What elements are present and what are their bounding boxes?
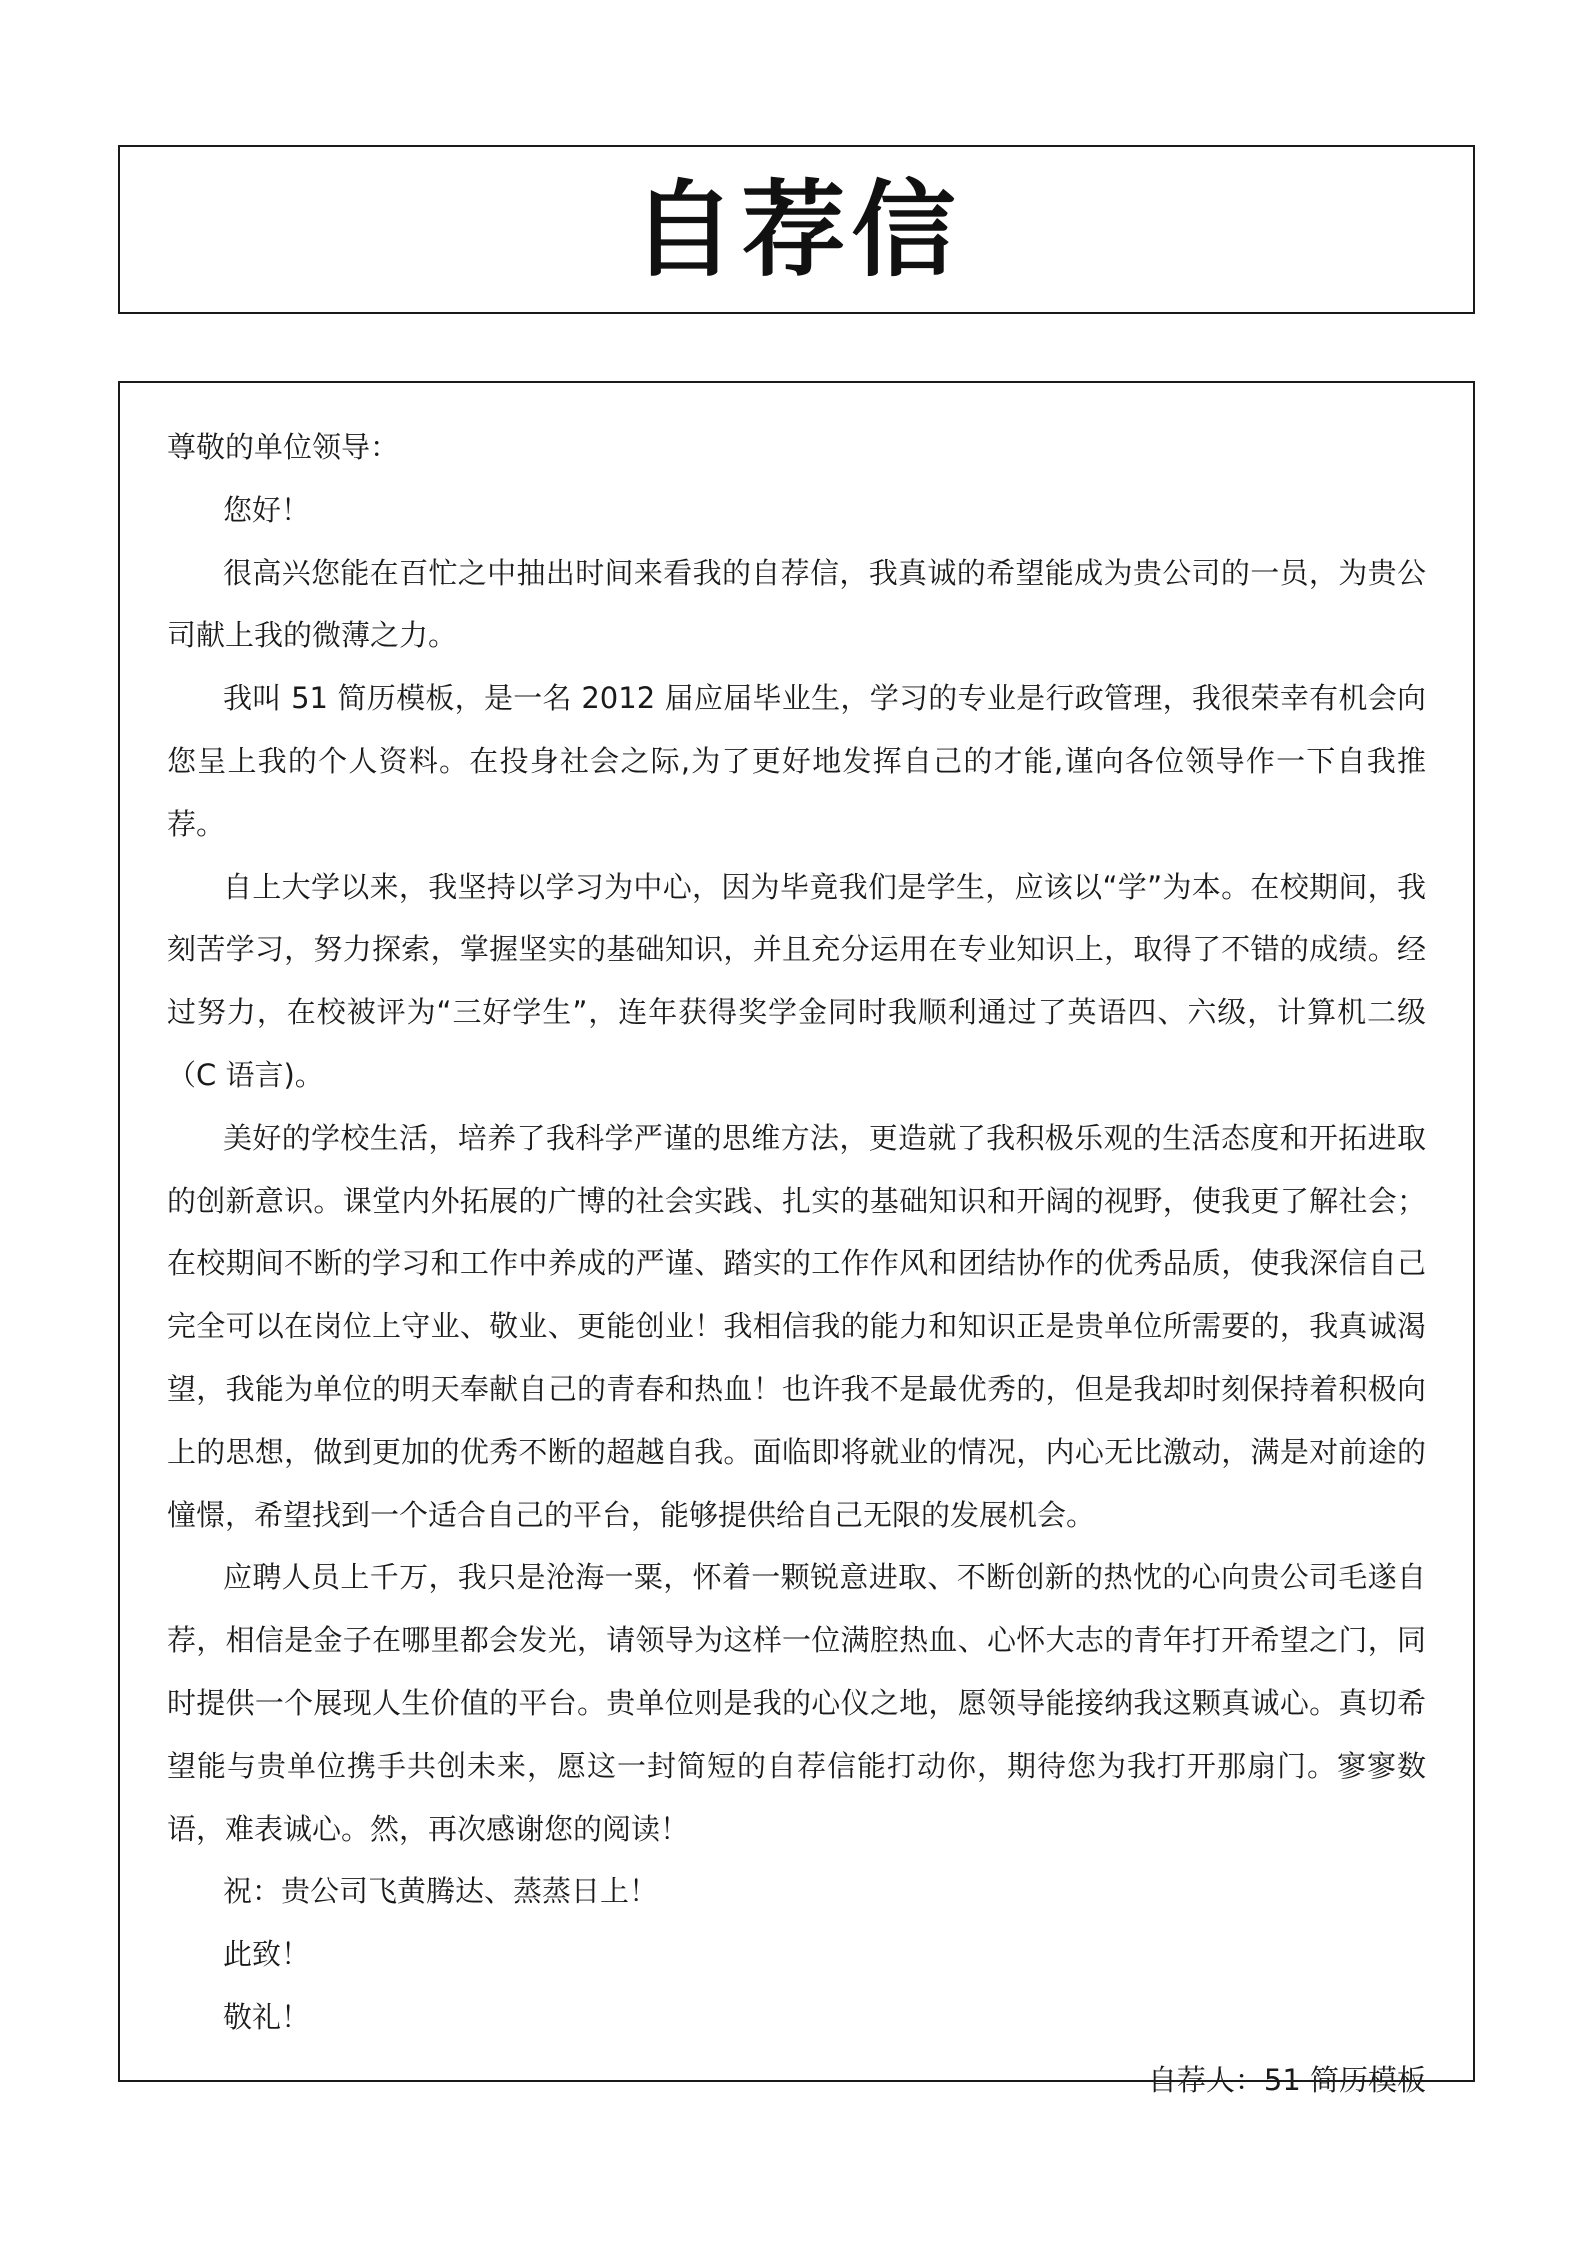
page-title: 自荐信 bbox=[631, 168, 962, 291]
paragraph: 美好的学校生活，培养了我科学严谨的思维方法，更造就了我积极乐观的生活态度和开拓进取的创新意识。课堂内外拓展的广博的社会实践、扎实的基础知识和开阔的视野，使我更了解社会；在校期间不断的学习和工作中养成的严谨、踏实的工作作风和团结协作的优秀品质，使我深信自己完全可以在岗位上守业、敬业、更能创业！我相信我的能力和知识正是贵单位所需要的，我真诚渴望，我能为单位的明天奉献自己的青春和热血！也许我不是最优秀的，但是我却时刻保持着积极向上的思想，做到更加的优秀不断的超越自我。面临即将就业的情况，内心无比激动，满是对前途的憧憬，希望找到一个适合自己的平台，能够提供给自己无限的发展机会。 bbox=[167, 1120, 1426, 1532]
title-box bbox=[118, 145, 1475, 314]
paragraph: 自上大学以来，我坚持以学习为中心，因为毕竟我们是学生，应该以“学”为本。在校期间，我刻苦学习，努力探索，掌握坚实的基础知识，并且充分运用在专业知识上，取得了不错的成绩。经过努力，在校被评为“三好学生”，连年获得奖学金同时我顺利通过了英语四、六级，计算机二级（C 语言)。 bbox=[167, 869, 1426, 1092]
wish-line: 祝：贵公司飞黄腾达、蒸蒸日上！ bbox=[223, 1874, 659, 1909]
signature: 自荐人：51 简历模板 bbox=[1147, 2062, 1426, 2097]
salutation: 尊敬的单位领导： bbox=[167, 430, 400, 464]
paragraph: 应聘人员上千万，我只是沧海一粟，怀着一颗锐意进取、不断创新的热忱的心向贵公司毛遂自荐，相信是金子在哪里都会发光，请领导为这样一位满腔热血、心怀大志的青年打开希望之门，同时提供一个展现人生价值的平台。贵单位则是我的心仪之地，愿领导能接纳我这颗真诚心。真切希望能与贵单位携手共创未来，愿这一封简短的自荐信能打动你，期待您为我打开那扇门。寥寥数语，难表诚心。然，再次感谢您的阅读！ bbox=[167, 1560, 1426, 1846]
closing-line: 敬礼！ bbox=[223, 1999, 311, 2034]
paragraph: 很高兴您能在百忙之中抽出时间来看我的自荐信，我真诚的希望能成为贵公司的一员，为贵公司献上我的微薄之力。 bbox=[167, 555, 1426, 653]
paragraph: 我叫 51 简历模板，是一名 2012 届应届毕业生，学习的专业是行政管理，我很荣幸有机会向您呈上我的个人资料。在投身社会之际,为了更好地发挥自己的才能,谨向各位领导作一下自我推荐。 bbox=[167, 681, 1426, 841]
greeting: 您好！ bbox=[223, 492, 311, 527]
letter-body bbox=[118, 381, 1475, 2097]
closing-line: 此致！ bbox=[223, 1937, 311, 1972]
